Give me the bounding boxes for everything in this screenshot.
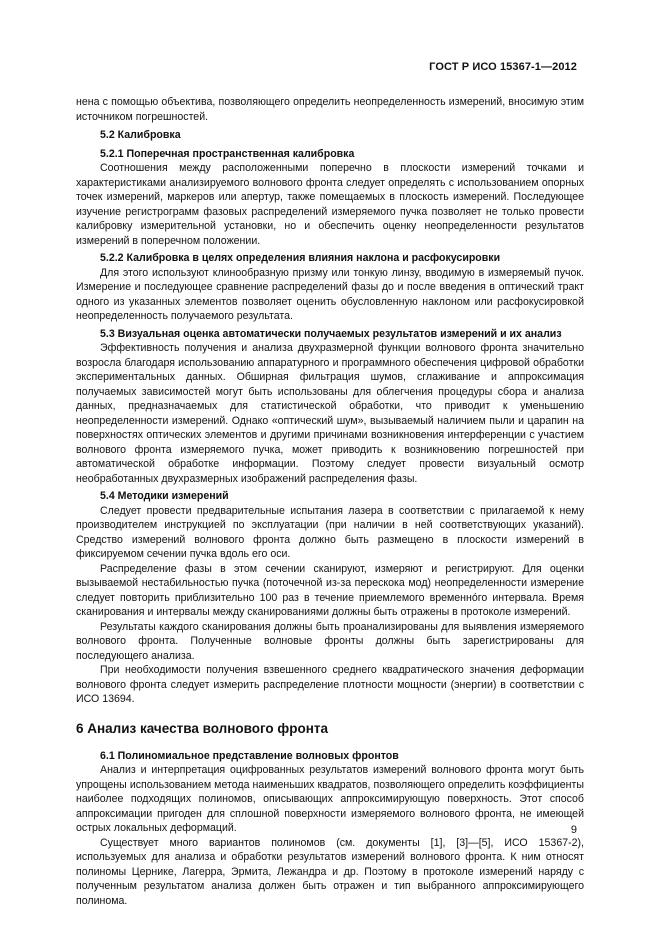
section-heading-6-1: 6.1 Полиномиальное представление волновых фронтов bbox=[100, 749, 399, 762]
page-number: 9 bbox=[570, 824, 577, 836]
section-heading-5-4: 5.4 Методики измерений bbox=[100, 490, 229, 502]
body-text bbox=[76, 95, 584, 908]
subsection-heading-5-2-2: 5.2.2 Калибровка в целях определения влияния наклона и расфокусировки bbox=[100, 252, 501, 264]
paragraph-5-4-c: Результаты каждого сканирования должны быть проанализированы для выявления измеряемого волнового фронта. Полученные волновые фронты должны быть зарегистрированы для последующего анализа. bbox=[76, 620, 584, 662]
subsection-heading-5-2-1: 5.2.1 Поперечная пространственная калибровка bbox=[100, 147, 355, 160]
paragraph-6-1-a: Анализ и интерпретация оцифрованных результатов измерений волнового фронта могут быть упрощены использованием метода наименьших квадратов, позволяющего определить коэффициенты наиболее подходящих полиномов, описывающих аппроксимирующую поверхность. Этот способ аппроксимации пригоден для сплошной поверхности измеряемого волнового фронта, не имеющей острых локальных деформаций. bbox=[76, 764, 584, 834]
chapter-heading-6: 6 Анализ качества волнового фронта bbox=[76, 720, 328, 736]
paragraph-5-4-d: При необходимости получения взвешенного среднего квадратического значения деформации волнового фронта следует измерить распределение плотности мощности (энергии) в соответствии с ИСО 13694. bbox=[76, 664, 584, 705]
paragraph-6-1-b: Существует много вариантов полиномов (см. документы [1], [3]—[5], ИСО 15367-2), используемых для анализа и обработки результатов измерений волнового фронта. К ним относят полиномы Цернике, Лагерра, Эрмита, Лежандра и др. Поэтому в протоколе измерений наряду с полученным результатом анализа должен быть отражен и тип выбранного аппроксимирующего полинома. bbox=[76, 836, 584, 907]
standard-code-header: ГОСТ Р ИСО 15367-1—2012 bbox=[429, 61, 577, 73]
paragraph-5-2-2: Для этого используют клинообразную призму или тонкую линзу, вводимую в измеряемый пучок. Измерение и последующее сравнение распределений фазы до и после введения в оптический тракт одного из указанных элементов позволяет оценить обусловленную наклоном или расфокусировкой неопределенность получаемого результата. bbox=[76, 266, 584, 322]
paragraph-continuation: нена с помощью объектива, позволяющего определить неопределенность измерений, вносимую этим источником погрешностей. bbox=[76, 96, 584, 123]
paragraph-5-2-1: Соотношения между расположенными поперечно в плоскости измерений точками и характеристиками анализируемого волнового фронта следует определять с использованием опорных точек измерений, маркеров или апертур, также помещаемых в плоскость измерений. Последующее изучение регистрограмм фазовых распределений измеряемого пучка позволяет не только провести калибровку измерительной установки, но и обеспечить оценку неопределенности результатов измерений в поперечном положении. bbox=[76, 162, 584, 247]
section-heading-5-2: 5.2 Калибровка bbox=[100, 129, 181, 141]
paragraph-5-3: Эффективность получения и анализа двухразмерной функции волнового фронта значительно возросла благодаря использованию аппаратурного и программного обеспечения цифровой обработки экспериментальных данных. Обширная фильтрация шумов, сглаживание и аппроксимация получаемых зависимостей могут быть использованы для облегчения процедуры сбора и анализа данных, предназначаемых для статистической обработки, что приводит к уменьшению неопределенности измерений. Однако «оптический шум», вызываемый наличием пыли и царапин на поверхностях оптических элементов и другими причинами возникновения интерференции с участием волнового фронта измеряемого пучка, может приводить к возникновению погрешностей при автоматической обработке информации. Поэтому следует провести визуальный осмотр необработанных двухразмерных изображений распределения фазы. bbox=[76, 342, 584, 485]
paragraph-5-4-a: Следует провести предварительные испытания лазера в соответствии с прилагаемой к нему производителем инструкцией по эксплуатации (при наличии в ней соответствующих указаний). Средство измерений волнового фронта должно быть размещено в плоскости измерений в фиксируемом сечении пучка вдоль его оси. bbox=[76, 504, 584, 560]
section-heading-5-3: 5.3 Визуальная оценка автоматически получаемых результатов измерений и их анализ bbox=[100, 327, 562, 340]
paragraph-5-4-b: Распределение фазы в этом сечении сканируют, измеряют и регистрируют. Для оценки вызываемой нестабильностью пучка (поточечной из-за перескока мод) неопределенности измерение следует повторить приблизительно 100 раз в течение приемлемого временно́го интервала. Время сканирования и интервалы между сканированиями должны быть отражены в протоколе измерений. bbox=[76, 562, 584, 618]
